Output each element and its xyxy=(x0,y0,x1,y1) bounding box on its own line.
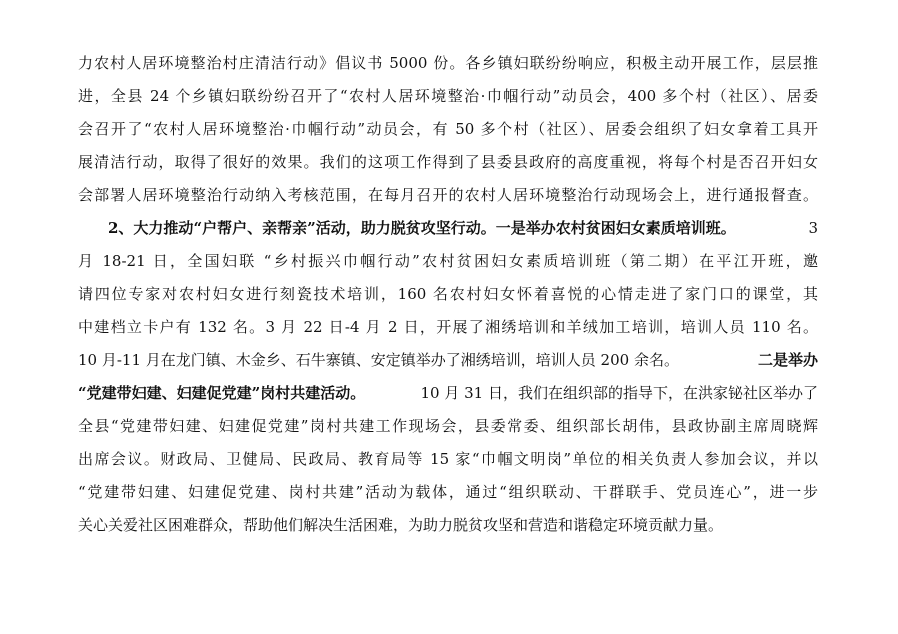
paragraph-2-line-9: “党建带妇建、妇建促党建、岗村共建”活动为载体，通过“组织联动、干群联手、党员连心”，进一步 xyxy=(78,483,818,501)
paragraph-2-line-1-tail: 3 xyxy=(808,219,818,237)
subheading-two-start: 二是举办 xyxy=(757,351,818,369)
paragraph-2-line-3: 请四位专家对农村妇女进行刻瓷技术培训，160 名农村妇女怀着喜悦的心情走进了家门口的课堂，其 xyxy=(78,285,818,303)
paragraph-2-line-7: 全县“党建带妇建、妇建促党建”岗村共建工作现场会，县委常委、组织部长胡伟，县政协副主席周晓辉 xyxy=(78,417,818,435)
subheading-two-end: “党建带妇建、妇建促党建”岗村共建活动。 xyxy=(78,384,366,402)
paragraph-2-line-10: 关心关爱社区困难群众，帮助他们解决生活困难，为助力脱贫攻坚和营造和谐稳定环境贡献力量。 xyxy=(78,516,724,534)
paragraph-2-line-5 xyxy=(78,345,818,375)
paragraph-1-line-1: 力农村人居环境整治村庄清洁行动》倡议书 5000 份。各乡镇妇联纷纷响应，积极主动开展工作，层层推 xyxy=(78,54,818,72)
paragraph-1-line-3: 会召开了“农村人居环境整治·巾帼行动”动员会，有 50 多个村（社区）、居委会组织了妇女拿着工具开 xyxy=(78,120,818,138)
paragraph-2-line-6-text: 10 月 31 日，我们在组织部的指导下，在洪家铋社区举办了 xyxy=(420,384,818,402)
paragraph-1-line-5: 会部署人居环境整治行动纳入考核范围，在每月召开的农村人居环境整治行动现场会上，进行通报督查。 xyxy=(78,186,818,204)
paragraph-2-line-6 xyxy=(78,378,818,408)
paragraph-1-line-2: 进，全县 24 个乡镇妇联纷纷召开了“农村人居环境整治·巾帼行动”动员会，400 多个村（社区）、居委 xyxy=(78,87,818,105)
paragraph-2-line-4: 中建档立卡户有 132 名。3 月 22 日-4 月 2 日，开展了湘绣培训和羊绒加工培训，培训人员 110 名。 xyxy=(78,318,818,336)
paragraph-2-line-5-text: 10 月-11 月在龙门镇、木金乡、石牛寨镇、安定镇举办了湘绣培训，培训人员 200 余名。 xyxy=(78,351,679,369)
paragraph-1-line-4: 展清洁行动，取得了很好的效果。我们的这项工作得到了县委县政府的高度重视，将每个村是否召开妇女 xyxy=(78,153,818,171)
paragraph-2-line-1 xyxy=(108,213,818,243)
paragraph-2-line-2: 月 18-21 日，全国妇联 “乡村振兴巾帼行动”农村贫困妇女素质培训班（第二期）在平江开班，邀 xyxy=(78,252,818,270)
paragraph-2-line-8: 出席会议。财政局、卫健局、民政局、教育局等 15 家“巾帼文明岗”单位的相关负责人参加会议，并以 xyxy=(78,450,818,468)
section-heading: 2、大力推动“户帮户、亲帮亲”活动，助力脱贫攻坚行动。一是举办农村贫困妇女素质培训班。 xyxy=(108,219,736,237)
